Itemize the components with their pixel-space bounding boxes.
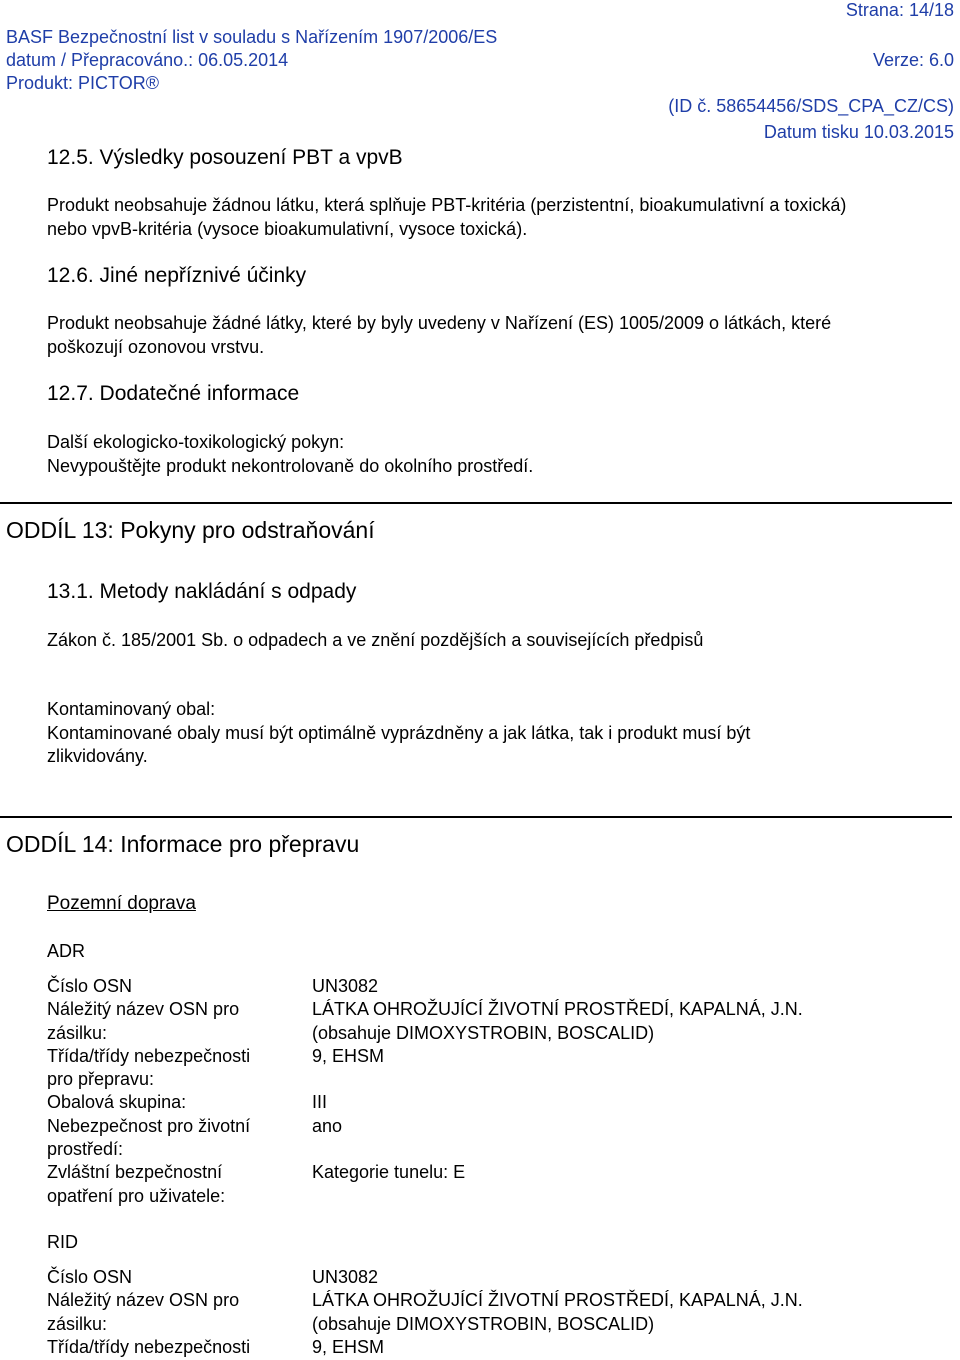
section-12-5-text xyxy=(47,194,947,241)
packing-group-label: Obalová skupina: xyxy=(47,1092,187,1113)
shipping-name-label: zásilku: xyxy=(47,1022,108,1043)
adr-values xyxy=(312,975,952,1185)
packing-group-value: III xyxy=(312,1092,328,1113)
text-line: zlikvidovány. xyxy=(47,746,148,766)
un-number-label: Číslo OSN xyxy=(47,976,133,996)
version: Verze: 6.0 xyxy=(872,50,954,70)
environmental-hazard-value: ano xyxy=(312,1115,343,1136)
blank-line xyxy=(312,1138,952,1161)
text-line: Nevypouštějte produkt nekontrolovaně do okolního prostředí. xyxy=(47,455,534,476)
rid-values xyxy=(312,1266,952,1359)
shipping-name-label: Náležitý název OSN pro xyxy=(47,1290,240,1311)
text-line: Produkt neobsahuje žádnou látku, která splňuje PBT-kritéria (perzistentní, bioakumulativní a toxická) xyxy=(47,195,847,215)
shipping-name-value: (obsahuje DIMOXYSTROBIN, BOSCALID) xyxy=(312,1022,655,1043)
shipping-name-label: zásilku: xyxy=(47,1313,108,1334)
special-precautions-value: Kategorie tunelu: E xyxy=(312,1162,466,1183)
shipping-name-label: Náležitý název OSN pro xyxy=(47,999,240,1020)
shipping-name-value: LÁTKA OHROŽUJÍCÍ ŽIVOTNÍ PROSTŘEDÍ, KAPALNÁ, J.N. xyxy=(312,999,803,1020)
section-13-1-heading: 13.1. Metody nakládání s odpady xyxy=(47,580,357,603)
rid-label: RID xyxy=(47,1232,78,1252)
blank-line xyxy=(312,1068,952,1091)
environmental-hazard-label: Nebezpečnost pro životní xyxy=(47,1115,251,1136)
land-transport-heading: Pozemní doprava xyxy=(47,893,196,914)
special-precautions-label: opatření pro uživatele: xyxy=(47,1185,226,1206)
hazard-class-label: Třída/třídy nebezpečnosti xyxy=(47,1336,251,1357)
document-id: (ID č. 58654456/SDS_CPA_CZ/CS) xyxy=(668,96,954,116)
shipping-name-value: (obsahuje DIMOXYSTROBIN, BOSCALID) xyxy=(312,1313,655,1334)
section-13-heading: ODDÍL 13: Pokyny pro odstraňování xyxy=(6,517,375,543)
un-number-label: Číslo OSN xyxy=(47,1267,133,1287)
section-12-5-heading: 12.5. Výsledky posouzení PBT a vpvB xyxy=(47,146,403,169)
un-number-value: UN3082 xyxy=(312,1267,379,1287)
text-line: Další ekologicko-toxikologický pokyn: xyxy=(47,432,345,452)
section-divider xyxy=(0,816,952,818)
hazard-class-value: 9, EHSM xyxy=(312,1045,385,1066)
page-number: Strana: 14/18 xyxy=(845,0,954,20)
waste-law-text: Zákon č. 185/2001 Sb. o odpadech a ve znění pozdějších a souvisejících předpisů xyxy=(47,630,704,650)
text-line: Kontaminované obaly musí být optimálně vyprázdněny a jak látka, tak i produkt musí být xyxy=(47,722,751,743)
text-line: nebo vpvB-kritéria (vysoce bioakumulativní, vysoce toxická). xyxy=(47,218,528,239)
shipping-name-value: LÁTKA OHROŽUJÍCÍ ŽIVOTNÍ PROSTŘEDÍ, KAPALNÁ, J.N. xyxy=(312,1290,803,1311)
section-14-heading: ODDÍL 14: Informace pro přepravu xyxy=(6,831,360,857)
text-line: poškozují ozonovou vrstvu. xyxy=(47,336,265,357)
section-12-6-text xyxy=(47,312,947,359)
text-line: Produkt neobsahuje žádné látky, které by byly uvedeny v Nařízení (ES) 1005/2009 o látkách, které xyxy=(47,313,832,333)
hazard-class-value: 9, EHSM xyxy=(312,1336,385,1357)
product-name: Produkt: PICTOR® xyxy=(6,73,159,93)
adr-label: ADR xyxy=(47,941,86,961)
section-divider xyxy=(0,502,952,504)
revision-date: datum / Přepracováno.: 06.05.2014 xyxy=(6,50,289,70)
document-title: BASF Bezpečnostní list v souladu s Nařízením 1907/2006/ES xyxy=(6,27,498,47)
section-12-7-text xyxy=(47,431,947,478)
hazard-class-label: pro přepravu: xyxy=(47,1069,155,1090)
contaminated-packaging xyxy=(47,698,947,769)
adr-labels xyxy=(47,975,297,1208)
section-12-6-heading: 12.6. Jiné nepříznivé účinky xyxy=(47,264,307,287)
hazard-class-label: Třída/třídy nebezpečnosti xyxy=(47,1045,251,1066)
text-line: Kontaminovaný obal: xyxy=(47,699,216,719)
section-12-7-heading: 12.7. Dodatečné informace xyxy=(47,382,300,405)
special-precautions-label: Zvláštní bezpečnostní xyxy=(47,1162,223,1183)
environmental-hazard-label: prostředí: xyxy=(47,1139,124,1160)
print-date: Datum tisku 10.03.2015 xyxy=(763,122,954,142)
rid-labels xyxy=(47,1266,297,1359)
un-number-value: UN3082 xyxy=(312,976,379,996)
